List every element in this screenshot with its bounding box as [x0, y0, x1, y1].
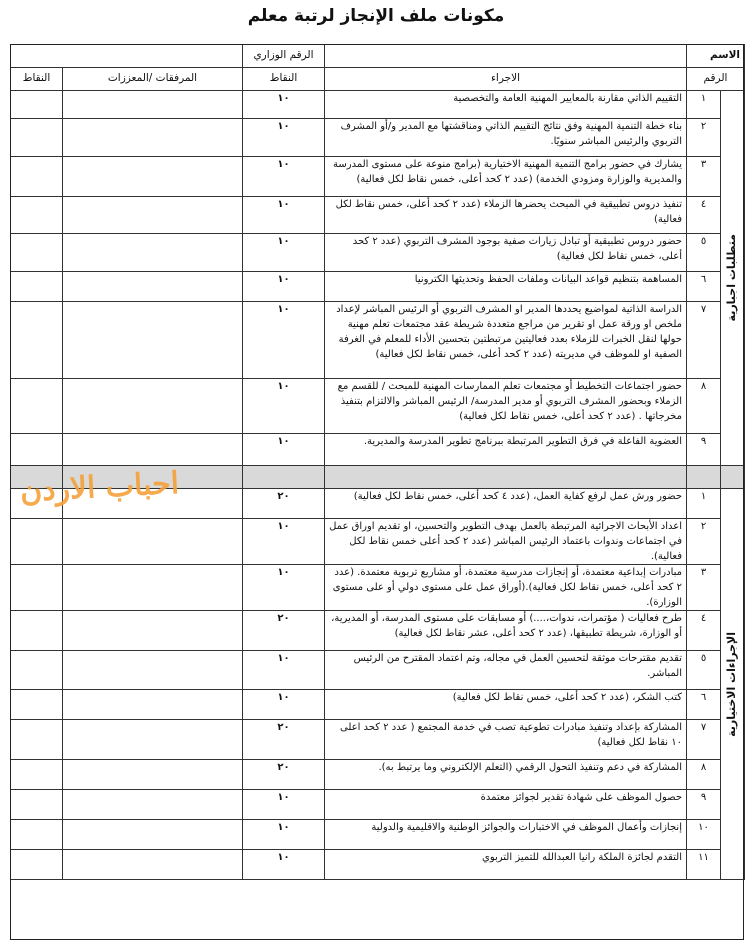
- points-value: ١٠: [243, 519, 325, 565]
- procedure-text: طرح فعاليات ( مؤتمرات، ندوات،....) أو مسابقات على مستوى المدرسة، أو المديرية، أو الوزارة، شريطة تطبيقها، (عدد ٢ كحد أعلى، عشر نقاط لكل فعالية): [325, 611, 687, 651]
- points-value: ١٠: [243, 434, 325, 466]
- attachments-header: المرفقات /المعززات: [63, 68, 243, 91]
- points-header-2: النقاط: [11, 68, 63, 91]
- points-value: ١٠: [243, 302, 325, 379]
- procedure-text: كتب الشكر، (عدد ٢ كحد أعلى، خمس نقاط لكل فعالية): [325, 690, 687, 720]
- points-value: ١٠: [243, 119, 325, 157]
- row-number: ٢: [687, 519, 721, 565]
- points-value: ٢٠: [243, 720, 325, 760]
- row-number: ٤: [687, 197, 721, 234]
- row-number: ١١: [687, 850, 721, 880]
- points-value: ١٠: [243, 790, 325, 820]
- section-label: الإجراءات الاختيارية: [725, 631, 739, 737]
- points-value: ٢٠: [243, 760, 325, 790]
- row-number: ٥: [687, 651, 721, 690]
- row-number: ٧: [687, 302, 721, 379]
- watermark-text: احباب الاردن: [19, 465, 180, 510]
- points-value: ١٠: [243, 157, 325, 197]
- page-title: مكونات ملف الإنجاز لرتبة معلم: [247, 6, 505, 26]
- row-number: ٤: [687, 611, 721, 651]
- procedure-text: يشارك في حضور برامج التنمية المهنية الاختيارية (برامج منوعة على مستوى المدرسة والمديرية والوزارة ومزودي الخدمة) (عدد ٢ كحد أعلى، خمس نقاط لكل فعالية): [325, 157, 687, 197]
- points-value: ١٠: [243, 820, 325, 850]
- procedure-text: حضور ورش عمل لرفع كفاية العمل، (عدد ٤ كحد أعلى، خمس نقاط لكل فعالية): [325, 489, 687, 519]
- number-header: الرقم: [687, 68, 745, 91]
- procedure-text: المساهمة بتنظيم قواعد البيانات وملفات الحفظ وتحديثها الكترونيا: [325, 272, 687, 302]
- row-number: ١: [687, 489, 721, 519]
- procedure-text: تنفيذ دروس تطبيقية في المبحث يحضرها الزملاء (عدد ٢ كحد أعلى، خمس نقاط لكل فعالية): [325, 197, 687, 234]
- row-number: ٨: [687, 760, 721, 790]
- procedure-text: الدراسة الذاتية لمواضيع يحددها المدير او المشرف التربوي أو الرئيس المباشر لإعداد ملخص او ورقة عمل او تقرير من مراجع متعددة شريطة عقد مجتمعات تعلم مهنية حولها لنقل الخبرات للزملاء بعدد فعاليتين مرتبطتين بتحسين الأداء للمعلم في الغرفة الصفية او للموظف في مديريته (عدد ٢ كحد أعلى، خمس نقاط لكل فعالية): [325, 302, 687, 379]
- procedure-text: التقدم لجائزة الملكة رانيا العبدالله للتميز التربوي: [325, 850, 687, 880]
- row-number: ٩: [687, 790, 721, 820]
- section-label: متطلبات اجبارية: [725, 234, 739, 322]
- row-number: ٦: [687, 690, 721, 720]
- ministry-number-label: الرقم الوزاري: [243, 45, 325, 68]
- procedure-text: المشاركة بإعداد وتنفيذ مبادرات تطوعية تصب في خدمة المجتمع ( عدد ٢ كحد اعلى ١٠ نقاط لكل فعالية): [325, 720, 687, 760]
- points-value: ٢٠: [243, 611, 325, 651]
- procedure-text: التقييم الذاتي مقارنة بالمعايير المهنية العامة والتخصصية: [325, 91, 687, 119]
- points-value: ١٠: [243, 197, 325, 234]
- procedure-header: الاجراء: [325, 68, 687, 91]
- row-number: ٣: [687, 565, 721, 611]
- procedure-text: حضور دروس تطبيقية أو تبادل زيارات صفية بوجود المشرف التربوي (عدد ٢ كحد أعلى، خمس نقاط لكل فعالية): [325, 234, 687, 272]
- procedure-text: المشاركة في دعم وتنفيذ التحول الرقمي (التعلم الإلكتروني وما يرتبط به).: [325, 760, 687, 790]
- points-value: ١٠: [243, 850, 325, 880]
- procedure-text: مبادرات إبداعية معتمدة، أو إنجازات مدرسية معتمدة، أو مشاريع تربوية معتمدة. (عدد ٢ كحد أعلى، خمس نقاط لكل فعالية).(أوراق عمل على مستوى دولي أو على مستوى الوزارة).: [325, 565, 687, 611]
- procedure-text: حضور اجتماعات التخطيط أو مجتمعات تعلم الممارسات المهنية للمبحث / للقسم مع الزملاء وبحضور المشرف التربوي أو مدير المدرسة/ الرئيس المباشر والالتزام بتنفيذ مخرجاتها . (عدد ٢ كحد أعلى، خمس نقاط لكل فعالية): [325, 379, 687, 434]
- row-number: ٨: [687, 379, 721, 434]
- points-value: ١٠: [243, 272, 325, 302]
- points-value: ١٠: [243, 91, 325, 119]
- points-value: ١٠: [243, 651, 325, 690]
- points-value: ١٠: [243, 690, 325, 720]
- row-number: ٣: [687, 157, 721, 197]
- row-number: ٥: [687, 234, 721, 272]
- points-value: ١٠: [243, 565, 325, 611]
- procedure-text: اعداد الأبحاث الاجرائية المرتبطة بالعمل بهدف التطوير والتحسين، او تقديم اوراق عمل في اجتماعات وندوات باعتماد الرئيس المباشر (عدد ٢ كحد أعلى خمس نقاط لكل فعالية).: [325, 519, 687, 565]
- points-value: ٢٠: [243, 489, 325, 519]
- name-label: الاسم: [687, 45, 745, 68]
- row-number: ٦: [687, 272, 721, 302]
- procedure-text: العضوية الفاعلة في فرق التطوير المرتبطة ببرنامج تطوير المدرسة والمديرية.: [325, 434, 687, 466]
- procedure-text: حصول الموظف على شهادة تقدير لجوائز معتمدة: [325, 790, 687, 820]
- row-number: ١٠: [687, 820, 721, 850]
- row-number: ٧: [687, 720, 721, 760]
- row-number: ٢: [687, 119, 721, 157]
- procedure-text: إنجازات وأعمال الموظف في الاختبارات والجوائز الوطنية والاقليمية والدولية: [325, 820, 687, 850]
- procedure-text: بناء خطة التنمية المهنية وفق نتائج التقييم الذاتي ومناقشتها مع المدير و/أو المشرف التربوي والرئيس المباشر سنويًا.: [325, 119, 687, 157]
- points-header: النقاط: [243, 68, 325, 91]
- row-number: ١: [687, 91, 721, 119]
- row-number: ٩: [687, 434, 721, 466]
- points-value: ١٠: [243, 234, 325, 272]
- procedure-text: تقديم مقترحات موثقة لتحسين العمل في مجاله، وتم اعتماد المقترح من الرئيس المباشر.: [325, 651, 687, 690]
- points-value: ١٠: [243, 379, 325, 434]
